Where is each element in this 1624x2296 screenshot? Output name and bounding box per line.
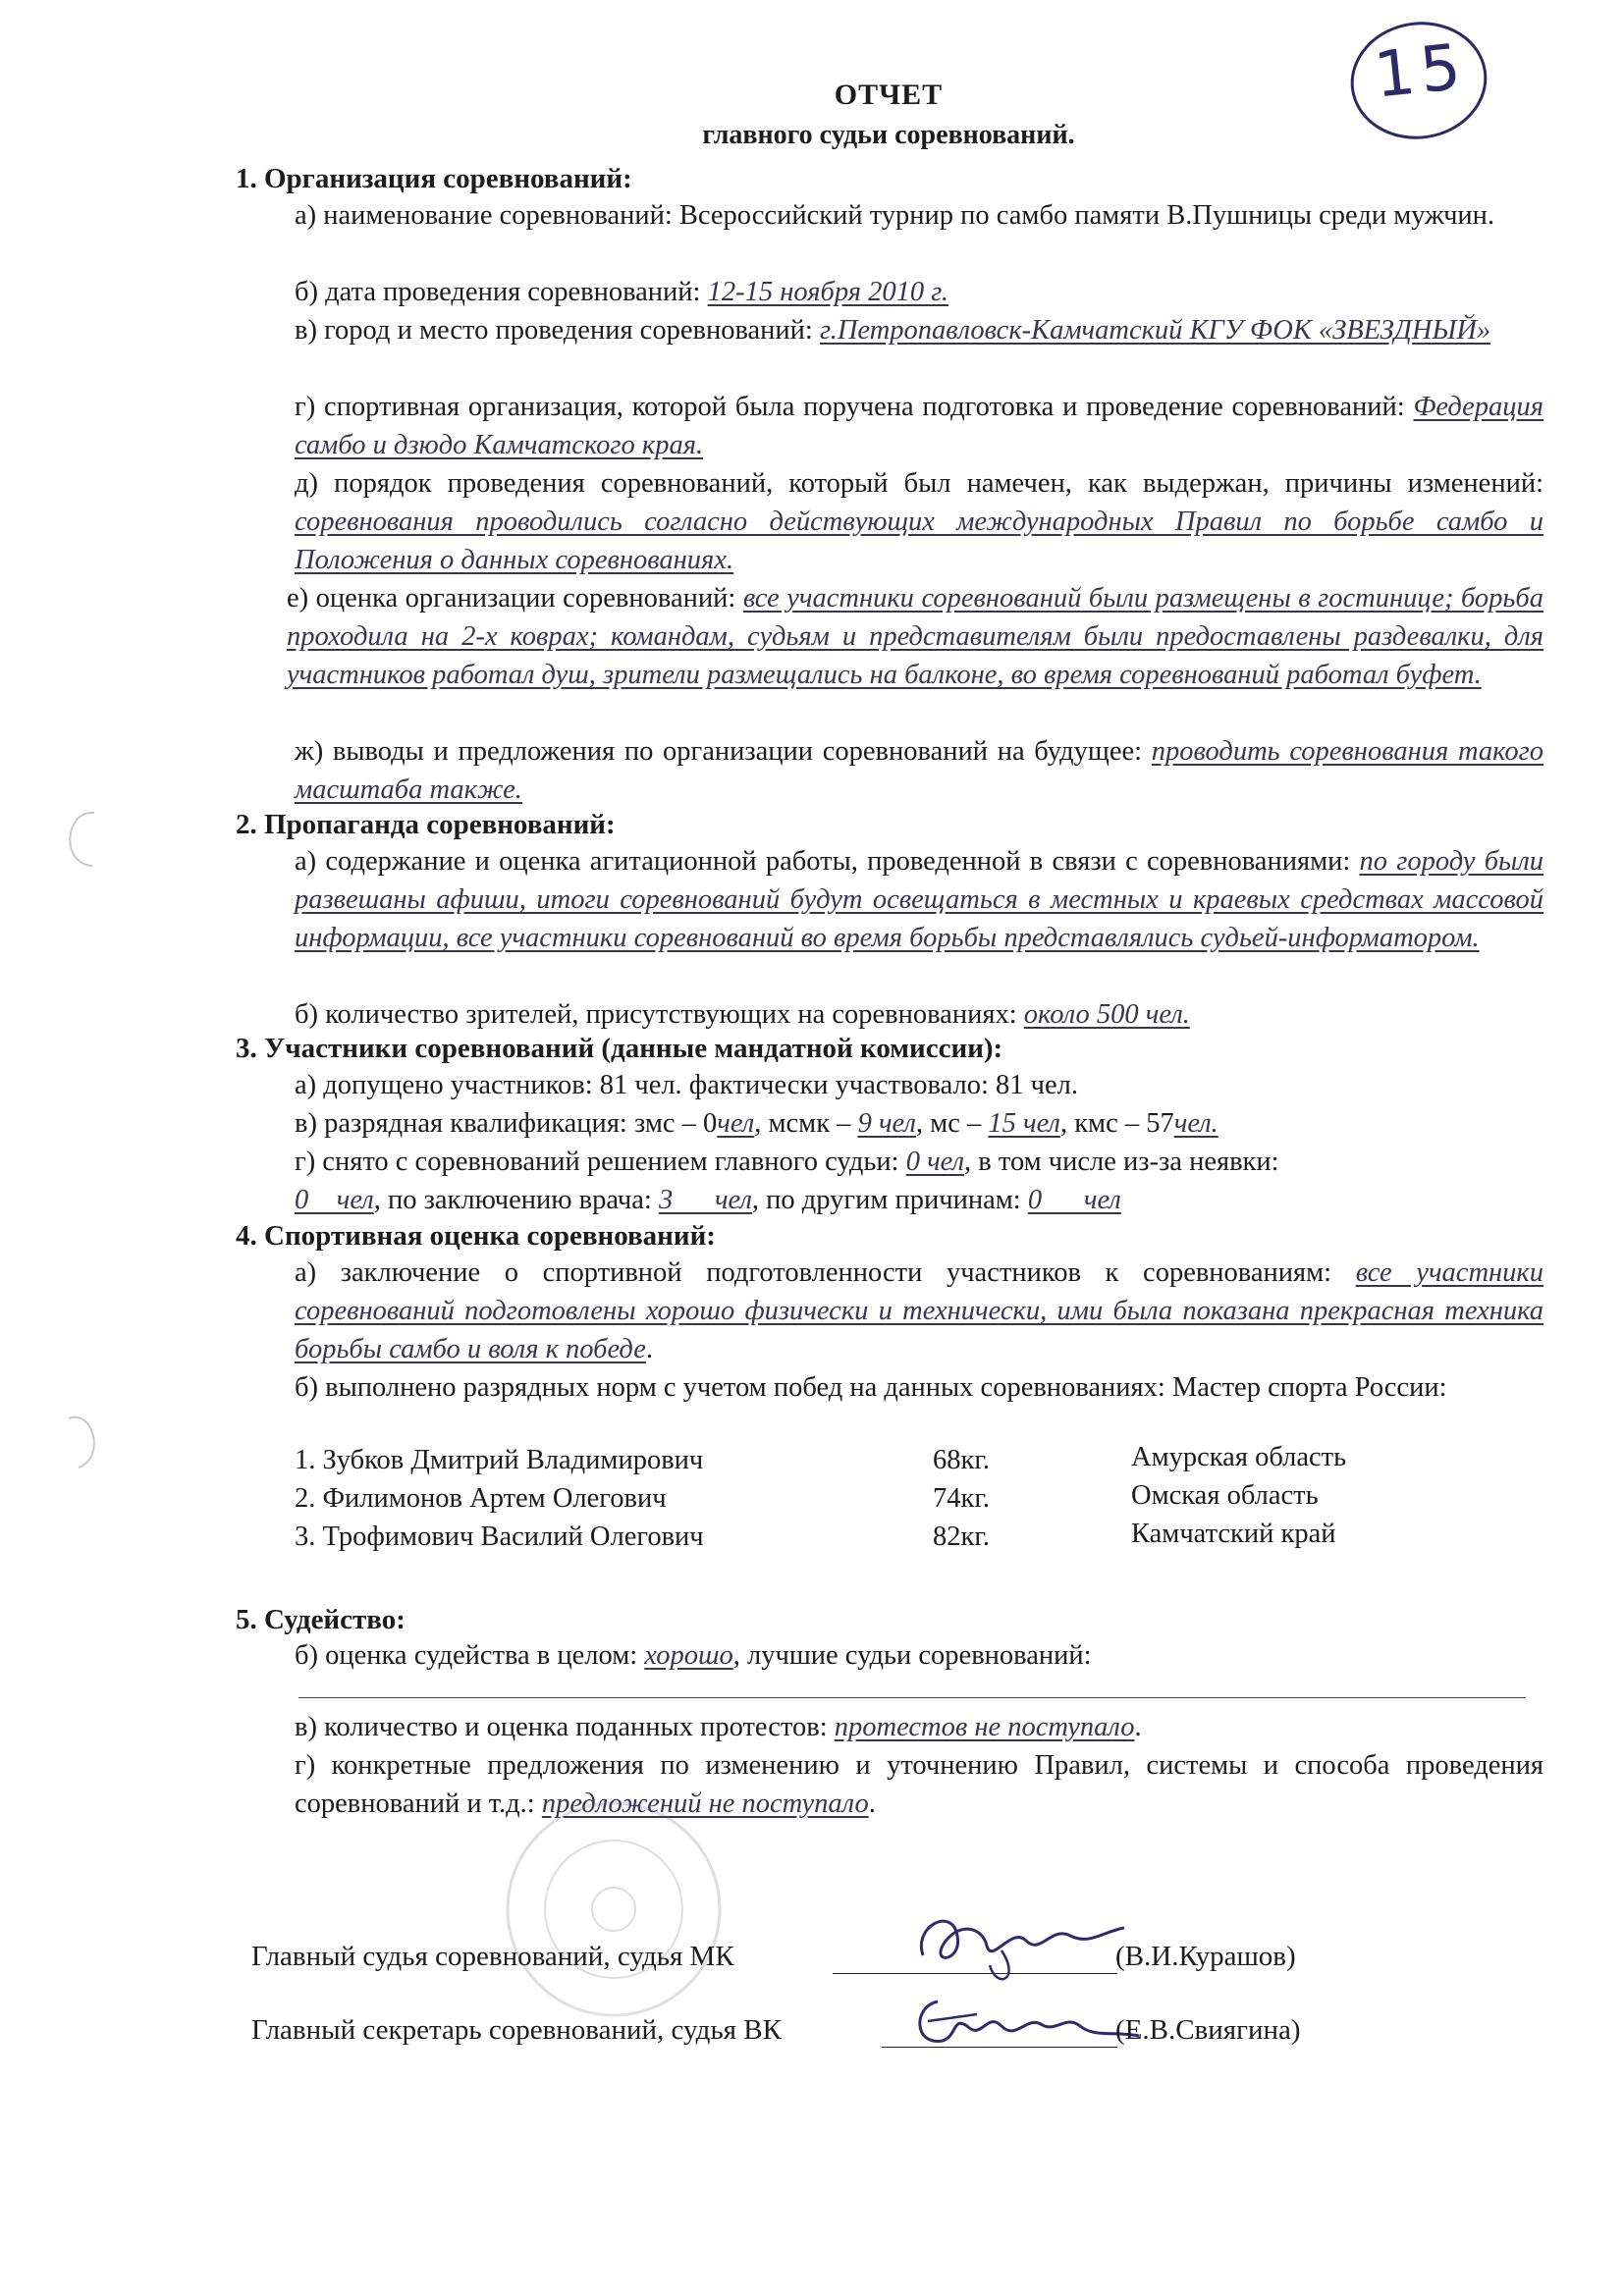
- athlete-3-weight: 82кг.: [933, 1522, 990, 1552]
- section-1-heading: 1. Организация соревнований:: [236, 163, 632, 194]
- s5-item-v: в) количество и оценка поданных протестов: протестов не поступало.: [295, 1712, 1142, 1742]
- s1-item-b: [295, 273, 1543, 311]
- signature-2-handwriting: [908, 1987, 1144, 2060]
- athlete-3-name: 3. Трофимович Василий Олегович: [295, 1522, 704, 1552]
- s3-v-msmk-label: , мсмк –: [754, 1108, 858, 1139]
- s3-v-label: в) разрядная квалификация: змс – 0: [295, 1108, 718, 1139]
- stamp: [486, 1796, 741, 2022]
- stamp-outer-ring: [508, 1803, 720, 2015]
- s5-b-value: хорошо: [644, 1640, 733, 1671]
- s3-g-doctor-label: , по заключению врача:: [373, 1185, 659, 1215]
- signature-2-stroke: [920, 2002, 1139, 2041]
- s3-item-a: а) допущено участников: 81 чел. фактически участвовало: 81 чел.: [295, 1070, 1078, 1100]
- s2-a-label: а) содержание и оценка агитационной работы, проведенной в связи с соревнованиями:: [295, 846, 1360, 877]
- s5-g-label: г) конкретные предложения по изменению и уточнению Правил, системы и способа проведения соревнований и т.д.:: [295, 1750, 1543, 1819]
- s1-e-label: е) оценка организации соревнований:: [287, 583, 743, 614]
- s1-d-value: соревнования проводились согласно действующих международных Правил по борьбе самбо и Положения о данных соревнованиях.: [295, 507, 1543, 575]
- s1-item-g: [295, 388, 1543, 464]
- signature-1-name: (В.И.Курашов): [1115, 1941, 1296, 1972]
- s1-b-label: б) дата проведения соревнований:: [295, 277, 708, 307]
- s1-b-value: 12-15 ноября 2010 г.: [707, 277, 949, 307]
- signature-2-label: Главный секретарь соревнований, судья ВК: [251, 2014, 782, 2046]
- s3-g-other: 0 чел: [1027, 1185, 1121, 1215]
- s3-g-value: 0 чел: [905, 1147, 965, 1177]
- s2-item-b: [295, 995, 1543, 1034]
- s1-zh-label: ж) выводы и предложения по организации соревнований на будущее:: [295, 736, 1152, 767]
- s1-item-v: [295, 311, 1543, 349]
- s1-g-value: Федерация самбо и дзюдо Камчатского края.: [295, 392, 1543, 460]
- s3-g-other-label: , по другим причинам:: [751, 1185, 1028, 1215]
- s4-item-a: а) заключение о спортивной подготовленности участников к соревнованиям: все участники соревнований подготовлены хорошо физически и технически, ими была показана прекрасная техника борьбы самбо и воля к победе.: [295, 1257, 1544, 1364]
- document-subtitle: главного судьи соревнований.: [702, 120, 1075, 150]
- punch-hole-top: [55, 805, 104, 874]
- s4-a-label: а) заключение о спортивной подготовленности участников к соревнованиям:: [295, 1257, 1356, 1288]
- s1-zh-value: проводить соревнования такого масштаба также.: [295, 736, 1544, 805]
- s1-d-label: д) порядок проведения соревнований, который был намечен, как выдержан, причины изменений:: [295, 468, 1543, 499]
- athlete-1-name: 1. Зубков Дмитрий Владимирович: [295, 1445, 704, 1475]
- section-2-heading: 2. Пропаганда соревнований:: [236, 809, 616, 840]
- signature-1-label: Главный судья соревнований, судья МК: [251, 1941, 734, 1972]
- s1-item-e: [287, 579, 1543, 694]
- s3-v-zms-unit: чел: [717, 1108, 755, 1139]
- s5-v-label: в) количество и оценка поданных протестов:: [295, 1712, 835, 1742]
- s3-item-g: [295, 1143, 1543, 1219]
- s2-b-label: б) количество зрителей, присутствующих на соревнованиях:: [295, 999, 1024, 1030]
- s1-g-label: г) спортивная организация, которой была поручена подготовка и проведение соревнований:: [295, 392, 1414, 422]
- s1-item-a: а) наименование соревнований: Всероссийский турнир по самбо памяти В.Пушницы среди мужчин.: [295, 200, 1495, 231]
- s5-item-b: [295, 1636, 1543, 1675]
- s5-g-value: предложений не поступало: [541, 1789, 869, 1819]
- s1-v-value: г.Петропавловск-Камчатский КГУ ФОК «ЗВЕЗДНЫЙ»: [819, 315, 1491, 346]
- athlete-2-name: 2. Филимонов Артем Олегович: [295, 1483, 667, 1514]
- s1-item-d: [295, 464, 1543, 579]
- s3-item-v: [295, 1104, 1543, 1143]
- s4-a-value: все участники соревнований подготовлены хорошо физически и технически, ими была показана прекрасная техника борьбы самбо и воля к победе: [295, 1257, 1544, 1364]
- s5-b-label: б) оценка судейства в целом:: [295, 1640, 645, 1671]
- punch-hole-bottom: [59, 1409, 108, 1477]
- s2-b-value: около 500 чел.: [1023, 999, 1190, 1030]
- athlete-2-weight: 74кг.: [933, 1483, 990, 1514]
- signature-1-tail: [990, 1950, 1009, 1979]
- athlete-1-weight: 68кг.: [933, 1445, 990, 1475]
- signature-2-loop: [928, 2014, 977, 2021]
- s3-v-ms-value: 15 чел: [988, 1108, 1060, 1139]
- s3-g-label: г) снято с соревнований решением главного судьи:: [295, 1147, 906, 1177]
- s5-b-tail: , лучшие судьи соревнований:: [732, 1640, 1092, 1671]
- s3-v-ms-label: , мс –: [915, 1108, 989, 1139]
- athlete-1-region: Амурская область: [1131, 1442, 1347, 1472]
- signature-1-stroke: [921, 1921, 1124, 1957]
- s3-v-msmk-value: 9 чел: [857, 1108, 916, 1139]
- section-3-heading: 3. Участники соревнований (данные мандатной комиссии):: [236, 1033, 1003, 1064]
- signature-2-name: (Е.В.Свиягина): [1115, 2014, 1301, 2046]
- s3-v-kms-unit: чел.: [1173, 1108, 1218, 1139]
- s5-item-g: г) конкретные предложения по изменению и уточнению Правил, системы и способа проведения соревнований и т.д.: предложений не поступало.: [295, 1750, 1543, 1819]
- athlete-3-region: Камчатский край: [1131, 1519, 1336, 1549]
- s1-item-zh: [295, 732, 1543, 809]
- s1-v-label: в) город и место проведения соревнований:: [295, 315, 820, 346]
- s4-item-b: б) выполнено разрядных норм с учетом побед на данных соревнованиях: Мастер спорта России:: [295, 1372, 1447, 1403]
- signature-1-handwriting: [903, 1906, 1139, 1985]
- athlete-2-region: Омская область: [1131, 1480, 1319, 1511]
- document-title: ОТЧЕТ: [834, 79, 944, 111]
- stamp-center: [592, 1888, 635, 1931]
- blank-line: [298, 1697, 1526, 1698]
- s2-a-value: по городу были развешаны афиши, итоги соревнований будут освещаться в местных и краевых средствах массовой информации, все участники соревнований во время борьбы представлялись судьей-информатором.: [295, 846, 1544, 953]
- s3-v-kms-label: , кмс – 57: [1059, 1108, 1174, 1139]
- s1-e-value: все участники соревнований были размещены в гостинице; борьба проходила на 2-х коврах; командам, судьям и представителям были предоставлены раздевалки, для участников работал душ, зрители размещались на балконе, во время соревнований работал буфет.: [287, 583, 1543, 690]
- s3-g-doctor: 3 чел: [658, 1185, 752, 1215]
- s5-v-value: протестов не поступало: [834, 1712, 1135, 1742]
- s2-item-a: [295, 842, 1543, 957]
- s3-g-mid: , в том числе из-за неявки:: [964, 1147, 1279, 1177]
- s3-g-noshow: 0 чел: [295, 1185, 374, 1215]
- section-4-heading: 4. Спортивная оценка соревнований:: [236, 1220, 716, 1252]
- section-5-heading: 5. Судейство:: [236, 1604, 406, 1635]
- punch-hole-top-arc: [70, 813, 94, 866]
- punch-hole-bottom-arc: [69, 1417, 94, 1468]
- page-number: 15: [1371, 30, 1471, 113]
